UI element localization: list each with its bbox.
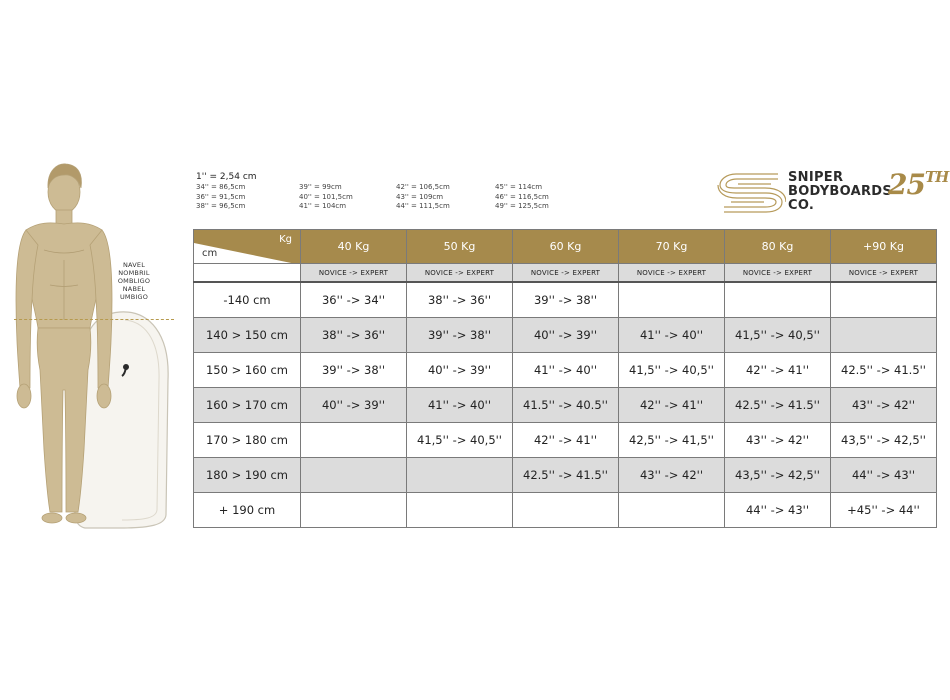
size-cell: 38'' -> 36''	[407, 282, 513, 318]
weight-header-50: 50 Kg	[407, 230, 513, 264]
navel-label-pt: UMBIGO	[119, 293, 149, 301]
size-cell	[301, 458, 407, 493]
conversion-column	[495, 183, 549, 212]
conversion-item: 40'' = 101,5cm	[299, 192, 353, 201]
table-row	[194, 282, 937, 318]
level-row	[194, 264, 937, 283]
conversion-item: 43'' = 109cm	[396, 192, 444, 201]
sniper-s-logo-icon	[716, 170, 786, 216]
weight-header-70: 70 Kg	[619, 230, 725, 264]
size-cell: 44'' -> 43''	[831, 458, 937, 493]
height-label: + 190 cm	[194, 493, 301, 528]
table-row	[194, 318, 937, 353]
size-cell: 41,5'' -> 40,5''	[619, 353, 725, 388]
height-label: 180 > 190 cm	[194, 458, 301, 493]
conversion-item: 44'' = 111,5cm	[396, 202, 450, 210]
size-cell: 42'' -> 41''	[513, 423, 619, 458]
conversion-column	[396, 183, 450, 212]
size-cell: 42.5'' -> 41.5''	[513, 458, 619, 493]
size-cell: +45'' -> 44''	[831, 493, 937, 528]
size-cell: 41'' -> 40''	[619, 318, 725, 353]
navel-label-es: OMBLIGO	[117, 277, 151, 285]
size-cell	[619, 493, 725, 528]
size-cell: 42.5'' -> 41.5''	[831, 353, 937, 388]
size-cell: 40'' -> 39''	[513, 318, 619, 353]
table-row	[194, 493, 937, 528]
weight-header-40: 40 Kg	[301, 230, 407, 264]
size-cell: 41,5'' -> 40,5''	[407, 423, 513, 458]
conversion-item: 46'' = 116,5cm	[495, 192, 549, 201]
level-label: NOVICE -> EXPERT	[513, 264, 619, 283]
size-cell: 42'' -> 41''	[725, 353, 831, 388]
size-cell	[725, 282, 831, 318]
conversion-item: 34'' = 86,5cm	[196, 183, 246, 191]
size-cell: 38'' -> 36''	[301, 318, 407, 353]
table-corner-cell	[194, 230, 301, 264]
height-label: 140 > 150 cm	[194, 318, 301, 353]
size-cell: 43'' -> 42''	[619, 458, 725, 493]
anniversary-mark	[888, 168, 948, 201]
size-cell: 43,5'' -> 42,5''	[831, 423, 937, 458]
conversion-item: 36'' = 91,5cm	[196, 192, 246, 201]
level-label: NOVICE -> EXPERT	[407, 264, 513, 283]
weight-header-80: 80 Kg	[725, 230, 831, 264]
navel-label-fr: NOMBRIL	[118, 269, 150, 277]
navel-label-de: NABEL	[122, 285, 146, 293]
height-label: 160 > 170 cm	[194, 388, 301, 423]
height-label: 170 > 180 cm	[194, 423, 301, 458]
brand-line-2: BODYBOARDS	[788, 184, 893, 199]
table-row	[194, 353, 937, 388]
size-cell: 40'' -> 39''	[301, 388, 407, 423]
weight-header-row	[194, 230, 937, 264]
size-cell	[407, 458, 513, 493]
size-cell: 39'' -> 38''	[407, 318, 513, 353]
level-label: NOVICE -> EXPERT	[619, 264, 725, 283]
brand-name	[788, 171, 892, 213]
conversion-item: 39'' = 99cm	[299, 183, 342, 191]
table-row	[194, 388, 937, 423]
size-cell: 36'' -> 34''	[301, 282, 407, 318]
size-cell	[831, 318, 937, 353]
size-cell: 41.5'' -> 40.5''	[513, 388, 619, 423]
brand-line-3: CO.	[788, 198, 815, 213]
size-cell: 43,5'' -> 42,5''	[725, 458, 831, 493]
size-cell	[407, 493, 513, 528]
level-label: NOVICE -> EXPERT	[301, 264, 407, 283]
size-cell	[513, 493, 619, 528]
surfer-with-bodyboard-illustration	[0, 160, 190, 530]
brand-line-1: SNIPER	[788, 170, 844, 185]
navel-label-en: NAVEL	[122, 261, 146, 269]
navel-dashed-line	[14, 319, 174, 320]
figure-illustration	[0, 160, 190, 530]
conversion-column	[196, 183, 245, 212]
size-cell: 41,5'' -> 40,5''	[725, 318, 831, 353]
weight-header-90plus: +90 Kg	[831, 230, 937, 264]
size-cell: 44'' -> 43''	[725, 493, 831, 528]
anniversary-number: 25	[888, 168, 925, 201]
conversion-grid	[196, 183, 556, 213]
size-cell: 43'' -> 42''	[725, 423, 831, 458]
size-cell	[619, 282, 725, 318]
corner-cm-label: cm	[202, 248, 218, 259]
size-cell	[301, 493, 407, 528]
size-cell: 40'' -> 39''	[407, 353, 513, 388]
height-label: 150 > 160 cm	[194, 353, 301, 388]
size-cell: 41'' -> 40''	[407, 388, 513, 423]
size-cell: 42,5'' -> 41,5''	[619, 423, 725, 458]
anniversary-suffix: TH	[924, 168, 949, 186]
navel-label	[112, 261, 156, 301]
bodyboard-size-table	[193, 229, 937, 528]
corner-kg-label: Kg	[279, 234, 292, 245]
size-cell: 42'' -> 41''	[619, 388, 725, 423]
table-row	[194, 458, 937, 493]
size-cell: 39'' -> 38''	[301, 353, 407, 388]
inch-to-cm-main: 1'' = 2,54 cm	[196, 172, 257, 182]
level-row-blank	[194, 264, 301, 283]
size-cell: 39'' -> 38''	[513, 282, 619, 318]
size-cell: 42.5'' -> 41.5''	[725, 388, 831, 423]
weight-header-60: 60 Kg	[513, 230, 619, 264]
brand-logo	[716, 168, 949, 218]
size-cell: 43'' -> 42''	[831, 388, 937, 423]
size-cell	[831, 282, 937, 318]
conversion-item: 49'' = 125,5cm	[495, 202, 549, 210]
conversion-item: 42'' = 106,5cm	[396, 183, 450, 191]
conversion-item: 41'' = 104cm	[299, 202, 347, 210]
size-cell: 41'' -> 40''	[513, 353, 619, 388]
conversion-item: 38'' = 96,5cm	[196, 202, 246, 210]
level-label: NOVICE -> EXPERT	[725, 264, 831, 283]
table-row	[194, 423, 937, 458]
height-label: -140 cm	[194, 282, 301, 318]
size-cell	[301, 423, 407, 458]
conversion-item: 45'' = 114cm	[495, 183, 543, 191]
inch-conversion-notes	[196, 172, 556, 213]
level-label: NOVICE -> EXPERT	[831, 264, 937, 283]
conversion-column	[299, 183, 353, 212]
